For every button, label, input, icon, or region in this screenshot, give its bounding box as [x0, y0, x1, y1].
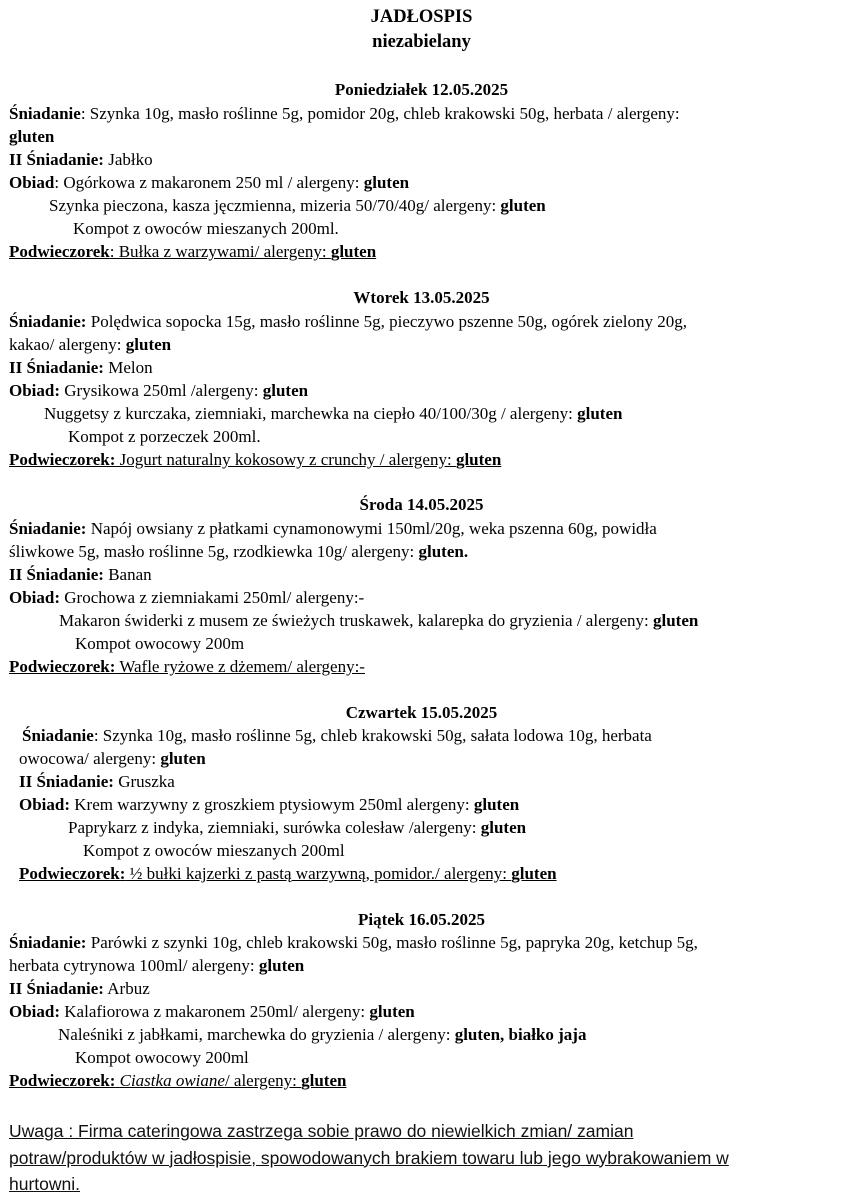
allergen: gluten [262, 381, 309, 400]
monday-second-breakfast [9, 149, 153, 171]
thursday-breakfast [22, 725, 652, 747]
day-heading-monday: Poniedziałek 12.05.2025 [334, 80, 509, 99]
tuesday-breakfast [9, 311, 687, 333]
breakfast-text: Parówki z szynki 10g, chleb krakowski 50g, masło roślinne 5g, papryka 20g, ketchup 5g, [86, 933, 698, 952]
lunch-label: Obiad: [19, 795, 71, 814]
wednesday-lunch-drink: Kompot owocowy 200m [75, 634, 245, 653]
snack-text: Jogurt naturalny kokosowy z crunchy / alergeny: [115, 450, 456, 469]
tuesday-second-breakfast [9, 357, 153, 379]
allergen: gluten [500, 196, 546, 215]
tuesday-lunch-soup [9, 380, 308, 402]
day-heading-thursday: Czwartek 15.05.2025 [345, 703, 498, 722]
breakfast-text: Polędwica sopocka 15g, masło roślinne 5g, pieczywo pszenne 50g, ogórek zielony 20g, [86, 312, 688, 331]
monday-breakfast [9, 103, 680, 125]
thursday-lunch-main [68, 817, 526, 839]
allergen: gluten [160, 749, 206, 768]
wednesday-second-breakfast [9, 564, 152, 586]
allergen: gluten [577, 404, 623, 423]
snack-label: Podwieczorek: [9, 657, 116, 676]
lunch-soup-text: Kalafiorowa z makaronem 250ml/ alergeny: [60, 1002, 370, 1021]
lunch-label: Obiad: [9, 588, 61, 607]
second-breakfast-label: II Śniadanie: [9, 565, 104, 584]
lunch-main-text: Paprykarz z indyka, ziemniaki, surówka colesław /alergeny: [68, 818, 481, 837]
breakfast-text: : Szynka 10g, masło roślinne 5g, chleb krakowski 50g, sałata lodowa 10g, herbata [93, 726, 652, 745]
snack-label: Podwieczorek [9, 242, 110, 261]
allergen: gluten [480, 818, 527, 837]
lunch-soup-text: Grysikowa 250ml /alergeny: [60, 381, 263, 400]
second-breakfast-label: II Śniadanie: [19, 772, 114, 791]
breakfast-label: Śniadanie: [9, 933, 87, 952]
friday-breakfast-cont [9, 955, 304, 977]
allergen: gluten [330, 242, 377, 261]
note-line-2: potraw/produktów w jadłospisie, spowodowanych brakiem towaru lub jego wybrakowaniem w [9, 1147, 729, 1168]
breakfast-text-cont: herbata cytrynowa 100ml/ alergeny: [9, 956, 259, 975]
wednesday-lunch-main [59, 610, 698, 632]
allergen: gluten [258, 956, 305, 975]
second-breakfast-label: II Śniadanie: [9, 358, 104, 377]
second-breakfast-text: Gruszka [113, 772, 175, 791]
snack-text: ½ bułki kajzerki z pastą warzywną, pomidor./ alergeny: [125, 864, 512, 883]
friday-snack [9, 1070, 346, 1092]
thursday-lunch-drink: Kompot z owoców mieszanych 200ml [83, 841, 345, 860]
thursday-snack [19, 863, 557, 885]
second-breakfast-text: Melon [103, 358, 153, 377]
snack-label: Podwieczorek: [19, 864, 126, 883]
disclaimer-note [9, 1118, 839, 1198]
lunch-label: Obiad: [9, 1002, 61, 1021]
thursday-lunch-soup [19, 794, 519, 816]
breakfast-label: Śniadanie: [9, 519, 87, 538]
breakfast-text-cont: kakao/ alergeny: [9, 335, 126, 354]
snack-label: Podwieczorek: [9, 1071, 116, 1090]
note-line-1: Uwaga : Firma cateringowa zastrzega sobie prawo do niewielkich zmian/ zamian [9, 1121, 634, 1141]
allergen: gluten [511, 864, 557, 883]
day-heading-wednesday: Środa 14.05.2025 [359, 495, 484, 514]
monday-lunch-main [49, 195, 546, 217]
wednesday-snack [9, 656, 365, 678]
wednesday-lunch-soup [9, 587, 364, 609]
allergen: gluten [473, 795, 520, 814]
friday-lunch-main [58, 1024, 586, 1046]
page-subtitle: niezabielany [372, 32, 471, 52]
wednesday-breakfast [9, 518, 657, 540]
monday-lunch-soup [9, 172, 409, 194]
snack-text-italic: Ciastka owiane [119, 1071, 225, 1090]
second-breakfast-label: II Śniadanie: [9, 150, 104, 169]
allergen: gluten [363, 173, 410, 192]
tuesday-snack [9, 449, 501, 471]
snack-text: / alergeny: [224, 1071, 302, 1090]
breakfast-text: : Szynka 10g, masło roślinne 5g, pomidor 20g, chleb krakowski 50g, herbata / alergeny: [80, 104, 680, 123]
page-title: JADŁOSPIS [370, 7, 473, 27]
note-line-3: hurtowni. [9, 1174, 81, 1194]
allergen: gluten [125, 335, 172, 354]
monday-breakfast-allergen: gluten [9, 127, 55, 146]
breakfast-label: Śniadanie: [9, 312, 87, 331]
wednesday-breakfast-cont [9, 541, 468, 563]
snack-text: Wafle ryżowe z dżemem/ alergeny:- [115, 657, 365, 676]
monday-lunch-drink: Kompot z owoców mieszanych 200ml. [73, 219, 339, 238]
snack-text: : Bułka z warzywami/ alergeny: [109, 242, 331, 261]
allergen: gluten [653, 611, 699, 630]
lunch-main-text: Szynka pieczona, kasza jęczmienna, mizeria 50/70/40g/ alergeny: [49, 196, 501, 215]
day-heading-tuesday: Wtorek 13.05.2025 [353, 288, 490, 307]
second-breakfast-label: II Śniadanie: [9, 979, 104, 998]
lunch-main-text: Nuggetsy z kurczaka, ziemniaki, marchewka na ciepło 40/100/30g / alergeny: [44, 404, 578, 423]
friday-lunch-soup [9, 1001, 415, 1023]
breakfast-label: Śniadanie [22, 726, 94, 745]
thursday-second-breakfast [19, 771, 175, 793]
monday-snack [9, 241, 376, 263]
breakfast-label: Śniadanie [9, 104, 81, 123]
lunch-label: Obiad: [9, 381, 61, 400]
second-breakfast-text: Arbuz [103, 979, 150, 998]
friday-lunch-drink: Kompot owocowy 200ml [75, 1048, 249, 1067]
lunch-soup-text: : Ogórkowa z makaronem 250 ml / alergeny: [54, 173, 364, 192]
allergen: gluten [455, 450, 502, 469]
lunch-main-text: Naleśniki z jabłkami, marchewka do gryzienia / alergeny: [58, 1025, 455, 1044]
thursday-breakfast-cont [19, 748, 206, 770]
tuesday-lunch-main [44, 403, 622, 425]
allergen: gluten, białko jaja [454, 1025, 587, 1044]
lunch-label: Obiad [9, 173, 55, 192]
friday-second-breakfast [9, 978, 150, 1000]
friday-breakfast [9, 932, 698, 954]
snack-label: Podwieczorek: [9, 450, 116, 469]
second-breakfast-text: Jabłko [103, 150, 153, 169]
lunch-soup-text: Krem warzywny z groszkiem ptysiowym 250ml alergeny: [70, 795, 474, 814]
day-heading-friday: Piątek 16.05.2025 [357, 910, 486, 929]
allergen: gluten [369, 1002, 415, 1021]
second-breakfast-text: Banan [103, 565, 152, 584]
breakfast-text-cont: śliwkowe 5g, masło roślinne 5g, rzodkiewka 10g/ alergeny: [9, 542, 419, 561]
breakfast-text: Napój owsiany z płatkami cynamonowymi 150ml/20g, weka pszenna 60g, powidła [86, 519, 657, 538]
lunch-soup-text: Grochowa z ziemniakami 250ml/ alergeny:- [60, 588, 365, 607]
breakfast-text-cont: owocowa/ alergeny: [19, 749, 161, 768]
allergen: gluten [301, 1071, 347, 1090]
allergen: gluten. [418, 542, 469, 561]
lunch-main-text: Makaron świderki z musem ze świeżych truskawek, kalarepka do gryzienia / alergeny: [59, 611, 653, 630]
tuesday-lunch-drink: Kompot z porzeczek 200ml. [68, 427, 261, 446]
tuesday-breakfast-cont [9, 334, 171, 356]
